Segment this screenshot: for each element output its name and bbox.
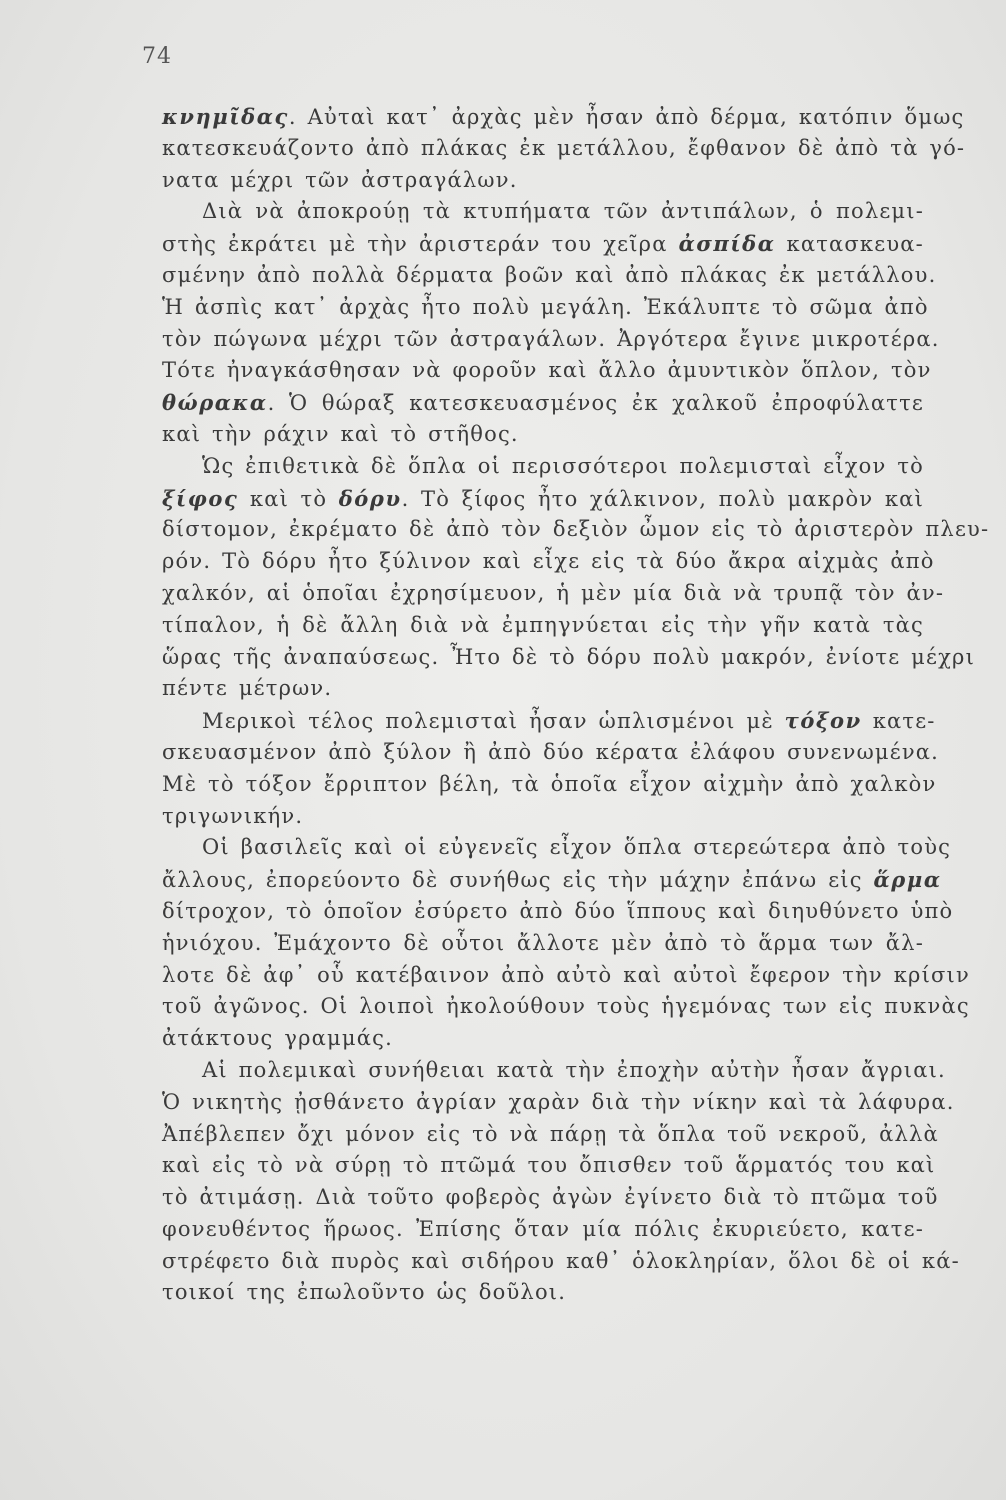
page-number: 74	[142, 44, 172, 69]
text-run: ἀτάκτους γραμμάς.	[162, 1026, 393, 1051]
text-line	[162, 101, 965, 133]
text-run: νατα μέχρι τῶν ἀστραγάλων.	[162, 167, 518, 192]
text-line	[162, 1023, 924, 1055]
text-run: τριγωνικήν.	[162, 803, 304, 828]
text-line	[162, 451, 924, 483]
text-line	[162, 769, 937, 801]
text-line	[162, 483, 924, 515]
paragraph	[162, 1055, 960, 1309]
text-run: Μερικοὶ τέλος πολεμισταὶ ἦσαν ὡπλισμένοι μὲ	[202, 709, 785, 734]
text-line	[162, 1087, 955, 1119]
text-run: ρόν. Τὸ δόρυ ἦτο ξύλινον καὶ εἶχε εἰς τὰ δύο ἄκρα αἰχμὰς ἀπὸ	[162, 549, 935, 574]
text-run: ἄλλους, ἐπορεύοντο δὲ συνήθως εἰς τὴν μάχην ἐπάνω εἰς	[162, 868, 874, 893]
text-run: τίπαλον, ἡ δὲ ἄλλη διὰ νὰ ἐμπηγνύεται εἰς τὴν γῆν κατὰ τὰς	[162, 612, 924, 637]
text-line	[162, 165, 924, 197]
text-line	[162, 228, 924, 260]
text-run: . Αὐταὶ κατ᾽ ἀρχὰς μὲν ἦσαν ἀπὸ δέρμα, κατόπιν ὅμως	[288, 105, 965, 129]
text-line	[162, 737, 940, 769]
text-line	[162, 1119, 939, 1151]
text-line	[162, 324, 940, 356]
text-run: πέντε μέτρων.	[162, 676, 333, 701]
text-run: Μὲ τὸ τόξον ἔρριπτον βέλη, τὰ ὁποῖα εἶχον αἰχμὴν ἀπὸ χαλκὸν	[162, 771, 937, 796]
text-run: . Ὁ θώραξ κατεσκευασμένος ἐκ χαλκοῦ ἐπροφύλαττε	[267, 391, 924, 416]
text-run: Τότε ἠναγκάσθησαν νὰ φοροῦν καὶ ἄλλο ἀμυντικὸν ὅπλον, τὸν	[162, 358, 932, 383]
text-line	[162, 1214, 924, 1246]
text-run: ἡνιόχου. Ἐμάχοντο δὲ οὗτοι ἄλλοτε μὲν ἀπὸ τὸ ἅρμα των ἄλ-	[162, 930, 924, 955]
text-run: Ἀπέβλεπεν ὄχι μόνον εἰς τὸ νὰ πάρῃ τὰ ὅπλα τοῦ νεκροῦ, ἀλλὰ	[162, 1121, 939, 1146]
paragraph	[162, 705, 940, 832]
text-line	[162, 546, 935, 578]
text-run: . Τὸ ξίφος ἦτο χάλκινον, πολὺ μακρὸν καὶ	[401, 486, 924, 511]
text-line	[162, 1150, 936, 1182]
emphasized-term: κνημῖδας	[162, 104, 289, 129]
text-line	[162, 133, 966, 165]
text-line	[162, 260, 937, 292]
text-run: καὶ εἰς τὸ νὰ σύρῃ τὸ πτῶμά του ὄπισθεν τοῦ ἅρματός του καὶ	[162, 1153, 936, 1178]
text-run: στὴς ἐκράτει μὲ τὴν ἀριστεράν του χεῖρα	[162, 232, 679, 257]
paragraph	[162, 101, 966, 196]
text-line	[162, 196, 924, 228]
text-run: καὶ τὸ	[238, 486, 339, 511]
text-run: καὶ τὴν ράχιν καὶ τὸ στῆθος.	[162, 421, 519, 446]
text-line	[162, 1182, 939, 1214]
text-run: τὸ ἀτιμάσῃ. Διὰ τοῦτο φοβερὸς ἀγὼν ἐγίνετο διὰ τὸ πτῶμα τοῦ	[162, 1185, 939, 1210]
text-run: κατασκευα-	[775, 232, 924, 257]
text-run: σκευασμένον ἀπὸ ξύλον ἢ ἀπὸ δύο κέρατα ἐλάφου συνενωμένα.	[162, 739, 940, 764]
text-line	[162, 292, 929, 324]
text-run: τοικοί της ἐπωλοῦντο ὡς δοῦλοι.	[162, 1280, 567, 1305]
text-line	[162, 705, 936, 737]
text-run: τὸν πώγωνα μέχρι τῶν ἀστραγάλων. Ἀργότερα ἔγινε μικροτέρα.	[162, 326, 940, 351]
text-line	[162, 514, 990, 546]
text-line	[162, 864, 942, 896]
text-run: τοῦ ἀγῶνος. Οἱ λοιποὶ ἠκολούθουν τοὺς ἡγεμόνας των εἰς πυκνὰς	[162, 994, 970, 1019]
text-line	[162, 1055, 946, 1087]
text-run: Ἡ ἀσπὶς κατ᾽ ἀρχὰς ἦτο πολὺ μεγάλη. Ἐκάλυπτε τὸ σῶμα ἀπὸ	[162, 294, 929, 319]
text-line	[162, 387, 924, 419]
emphasized-term: δόρυ	[338, 485, 402, 511]
text-line	[162, 896, 954, 928]
text-line	[162, 642, 976, 674]
text-run: χαλκόν, αἱ ὁποῖαι ἐχρησίμευον, ἡ μὲν μία διὰ νὰ τρυπᾷ τὸν ἀν-	[162, 580, 945, 605]
page-text-body	[162, 101, 990, 1309]
paragraph	[162, 196, 940, 450]
text-run: λοτε δὲ ἀφ᾽ οὗ κατέβαινον ἀπὸ αὐτὸ καὶ αὐτοὶ ἔφερον τὴν κρίσιν	[162, 962, 970, 987]
text-line	[162, 673, 924, 705]
text-run: κατεσκευάζοντο ἀπὸ πλάκας ἐκ μετάλλου, ἔφθανον δὲ ἀπὸ τὰ γό-	[162, 135, 966, 160]
text-line	[162, 578, 945, 610]
text-line	[162, 419, 924, 451]
text-line	[162, 1246, 960, 1278]
emphasized-term: ξίφος	[162, 485, 239, 511]
text-run: Ὡς ἐπιθετικὰ δὲ ὅπλα οἱ περισσότεροι πολεμισταὶ εἶχον τὸ	[202, 453, 925, 478]
text-line	[162, 355, 932, 387]
text-run: στρέφετο διὰ πυρὸς καὶ σιδήρου καθ᾽ ὁλοκληρίαν, ὅλοι δὲ οἱ κά-	[162, 1248, 960, 1273]
text-run: ὥρας τῆς ἀναπαύσεως. Ἦτο δὲ τὸ δόρυ πολὺ μακρόν, ἐνίοτε μέχρι	[162, 644, 976, 669]
emphasized-term: τόξον	[784, 708, 862, 734]
emphasized-term: ἅρμα	[873, 867, 942, 893]
text-run: δίτροχον, τὸ ὁποῖον ἐσύρετο ἀπὸ δύο ἵππους καὶ διηυθύνετο ὑπὸ	[162, 898, 954, 923]
text-line	[162, 991, 970, 1023]
paragraph	[162, 832, 970, 1055]
text-line	[162, 928, 924, 960]
text-line	[162, 610, 924, 642]
text-run: Διὰ νὰ ἀποκρούῃ τὰ κτυπήματα τῶν ἀντιπάλων, ὁ πολεμι-	[202, 199, 924, 224]
text-line	[162, 960, 970, 992]
text-line	[162, 801, 924, 833]
text-run: Οἱ βασιλεῖς καὶ οἱ εὐγενεῖς εἶχον ὅπλα στερεώτερα ἀπὸ τοὺς	[202, 835, 952, 860]
text-run: φονευθέντος ἥρωος. Ἐπίσης ὅταν μία πόλις ἐκυριεύετο, κατε-	[162, 1216, 924, 1241]
text-run: Αἱ πολεμικαὶ συνήθειαι κατὰ τὴν ἐποχὴν αὐτὴν ἦσαν ἄγριαι.	[202, 1057, 946, 1082]
text-run: κατε-	[861, 709, 936, 734]
text-run: Ὁ νικητὴς ᾐσθάνετο ἀγρίαν χαρὰν διὰ τὴν νίκην καὶ τὰ λάφυρα.	[162, 1089, 955, 1114]
text-run: δίστομον, ἐκρέματο δὲ ἀπὸ τὸν δεξιὸν ὦμον εἰς τὸ ἀριστερὸν πλευ-	[162, 517, 990, 542]
emphasized-term: θώρακα	[162, 390, 268, 416]
emphasized-term: ἀσπίδα	[678, 231, 776, 257]
paragraph	[162, 451, 990, 705]
text-line	[162, 832, 952, 864]
text-line	[162, 1277, 924, 1309]
text-run: σμένην ἀπὸ πολλὰ δέρματα βοῶν καὶ ἀπὸ πλάκας ἐκ μετάλλου.	[162, 262, 937, 287]
